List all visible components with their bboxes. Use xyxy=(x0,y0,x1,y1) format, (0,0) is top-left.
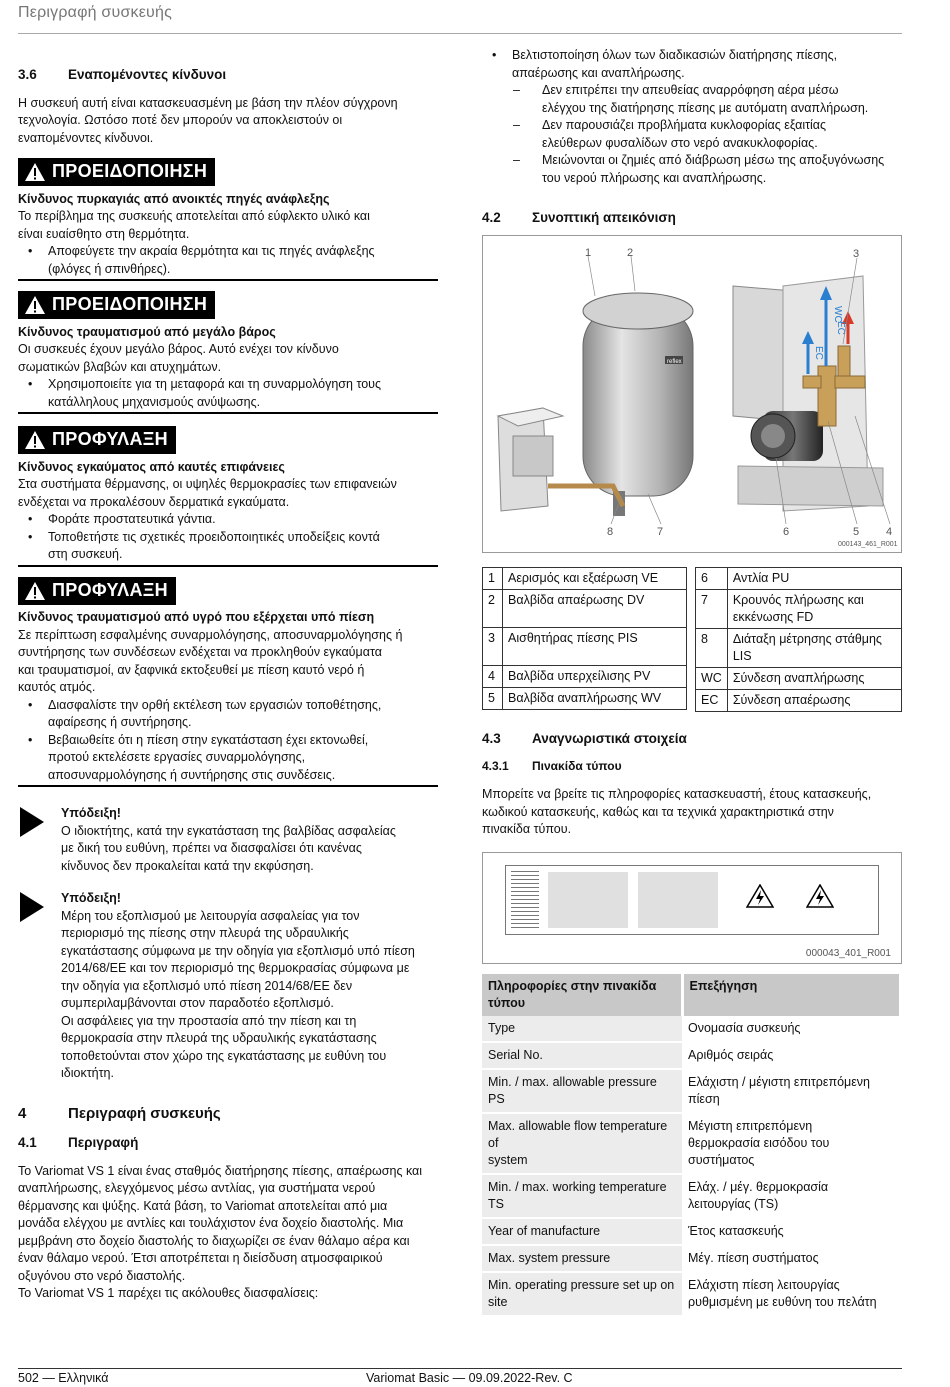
figure-id: 000143_461_R001 xyxy=(838,541,898,548)
warning-triangle-icon xyxy=(24,162,46,182)
type-plate-outline xyxy=(505,865,879,935)
callout-2: 2 xyxy=(627,247,634,259)
variomat-device-illustration xyxy=(483,236,901,552)
callout-4: 4 xyxy=(886,526,893,538)
benefits-list: • Βελτιστοποίηση όλων των διαδικασιών διατήρησης πίεσης, απαέρωσης και αναπλήρωσης. xyxy=(482,47,907,82)
callout-7: 7 xyxy=(657,526,664,538)
column-header: Επεξήγηση xyxy=(682,974,901,1016)
caution-pressure: ΠΡΟΦΥΛΑΞΗ Κίνδυνος τραυματισμού από υγρό που εξέρχεται υπό πίεση Σε περίπτωση εσφαλμένης συναρμολόγησης, αποσυναρμολόγησης ή συντήρησης των συνδέσεων ενδέχεται να προκληθούν εγκαύματα και τραυματισμοί, αν ξαφνικά εκτοξευθεί με πίεση καυτό νερό ή καυτός ατμός. • Διασφαλίστε την ορθή εκτέλεση των εργασιών τοποθέτησης, αφαίρεσης ή συντήρησης. • Βεβαιωθείτε ότι η πίεση στην εγκατάσταση έχει εκτονωθεί, προτού εκτελέσετε εργασίες συναρμολόγησης, αποσυναρμολόγησης ή συντήρησης στις συνδέσεις. xyxy=(18,577,438,788)
warning-label: ΠΡΟΕΙΔΟΠΟΙΗΣΗ xyxy=(18,158,215,186)
warning-title: Κίνδυνος πυρκαγιάς από ανοικτές πηγές ανάφλεξης xyxy=(18,191,330,206)
section-4-3-heading: 4.3 Αναγνωριστικά στοιχεία xyxy=(482,731,687,746)
header-divider xyxy=(18,33,902,34)
table-row: Max. system pressure Μέγ. πίεση συστήματος xyxy=(482,1245,901,1272)
caution-title: Κίνδυνος τραυματισμού από υγρό που εξέρχεται υπό πίεση xyxy=(18,610,375,624)
table-row: Min. operating pressure set up on site Ελάχιστη πίεση λειτουργίας ρυθμισμένη με ευθύνη του πελάτη xyxy=(482,1272,901,1316)
warning-label: ΠΡΟΕΙΔΟΠΟΙΗΣΗ xyxy=(18,291,215,319)
warning-weight: ΠΡΟΕΙΔΟΠΟΙΗΣΗ Κίνδυνος τραυματισμού από μεγάλο βάρος Οι συσκευές έχουν μεγάλο βάρος. Αυτό ενέχει τον κίνδυνο σωματικών βλαβών και ατυχημάτων. • Χρησιμοποιείτε για τη μεταφορά και τη συναρμολόγηση τους κατάλληλους μηχανισμούς ανύψωσης. xyxy=(18,291,438,414)
note-title: Υπόδειξη! xyxy=(61,891,121,905)
callout-8: 8 xyxy=(607,526,614,538)
warning-fire: ΠΡΟΕΙΔΟΠΟΙΗΣΗ Κίνδυνος πυρκαγιάς από ανοικτές πηγές ανάφλεξης Το περίβλημα της συσκευής αποτελείται από εύφλεκτο υλικό και είναι ευαίσθητο στη θερμότητα. • Αποφεύγετε την ακραία θερμότητα και τις πηγές ανάφλεξης (φλόγες ή σπινθήρες). xyxy=(18,158,438,281)
tank-brand-label: reflex xyxy=(667,359,682,365)
warning-triangle-icon xyxy=(24,581,46,601)
table-row: Type Ονομασία συσκευής xyxy=(482,1016,901,1042)
wc-label: WC xyxy=(832,306,843,323)
section-4-1-heading: 4.1 Περιγραφή xyxy=(18,1135,139,1150)
note-pressure-equipment: Υπόδειξη! Μέρη του εξοπλισμού με λειτουργία ασφαλείας για τον περιορισμό της πίεσης στην πλευρά της υδραυλικής εγκατάστασης σύμφωνα με την οδηγία για εξοπλισμό υπό πίεση 2014/68/ΕΕ και τον περιορισμό της θερμοκρασίας σύμφωνα με την οδηγία για εξοπλισμό υπό πίεση 2014/68/ΕΕ δεν συμπεριλαμβάνονται στον παραδοτέο εξοπλισμό. Οι ασφάλειες για την προστασία από την πίεση και τη θερμοκρασία στην πλευρά της υδραυλικής εγκατάστασης τοποθετούνται στον χώρο της εγκατάστασης με ευθύνη του ιδιοκτήτη. xyxy=(18,890,438,1083)
electric-hazard-icon xyxy=(806,884,834,908)
caution-label: ΠΡΟΦΥΛΑΞΗ xyxy=(18,426,176,454)
table-row: Serial No. Αριθμός σειράς xyxy=(482,1042,901,1069)
callout-6: 6 xyxy=(783,526,790,538)
section-3-6-heading: 3.6 Εναπομένοντες κίνδυνοι xyxy=(18,67,227,82)
type-plate-figure xyxy=(482,852,902,964)
parts-table-right: 6 Αντλία PU 7 Κρουνός πλήρωσης και εκκένωσης FD 8 Διάταξη μέτρησης στάθμης LIS WC Σύνδεση αναπλήρωσης EC Σύνδεση απαέρωσης xyxy=(695,567,902,712)
type-plate-field xyxy=(638,872,718,928)
note-title: Υπόδειξη! xyxy=(61,806,121,820)
caution-underline xyxy=(18,785,438,787)
type-plate-stripes xyxy=(511,871,539,931)
footer-document-title: Variomat Basic — 09.09.2022-Rev. C xyxy=(366,1371,573,1385)
warning-underline xyxy=(18,412,438,414)
ec-label-right: EC xyxy=(835,321,846,335)
note-safety-valve: Υπόδειξη! Ο ιδιοκτήτης, κατά την εγκατάσταση της βαλβίδας ασφαλείας με δική του ευθύνη, πρέπει να διασφαλίσει ότι κανένας κίνδυνος δεν προκαλείται κατά την εκφύσηση. xyxy=(18,805,438,875)
callout-5: 5 xyxy=(853,526,860,538)
section-4-2-heading: 4.2 Συνοπτική απεικόνιση xyxy=(482,210,676,225)
footer-divider xyxy=(18,1368,902,1369)
warning-triangle-icon xyxy=(24,430,46,450)
callout-3: 3 xyxy=(853,248,860,260)
column-header: Πληροφορίες στην πινακίδα τύπου xyxy=(482,974,682,1016)
section-4-1-text: Το Variomat VS 1 είναι ένας σταθμός διατήρησης πίεσης, απαέρωσης και αναπλήρωσης, ελεγχόμενος μέσω αντλίας, για συστήματα νερού θέρμανσης και ψύξης. Κατά βάση, το Variomat αποτελείται από μια μονάδα ελέγχου με αντλίες και τουλάχιστον ένα δοχείο διαστολής. Μια μεμβράνη στο δοχείο διαστολής το διαχωρίζει σε έναν θάλαμο αέρα και έναν θάλαμο νερού. Έτσι αποτρέπεται η διείσδυση ατμοσφαιρικού οξυγόνου στο νερό διαστολής. Το Variomat VS 1 παρέχει τις ακόλουθες διασφαλίσεις: xyxy=(18,1163,423,1300)
figure-id: 000043_401_R001 xyxy=(805,948,891,959)
warning-underline xyxy=(18,279,438,281)
device-overview-figure xyxy=(482,235,902,553)
ec-label-left: EC xyxy=(813,346,824,360)
callout-1: 1 xyxy=(585,247,592,259)
table-row: Min. / max. working temperature TS Ελάχ. / μέγ. θερμοκρασία λειτουργίας (TS) xyxy=(482,1174,901,1218)
electric-hazard-icon xyxy=(746,884,774,908)
note-arrow-icon xyxy=(20,807,44,837)
type-plate-field xyxy=(548,872,628,928)
type-plate-info-table xyxy=(482,974,902,1317)
running-header: Περιγραφή συσκευής xyxy=(18,4,173,21)
section-4-3-1-text: Μπορείτε να βρείτε τις πληροφορίες κατασκευαστή, έτους κατασκευής, κωδικού κατασκευής, καθώς και τα τεχνικά χαρακτηριστικά στην πινακίδα τύπου. xyxy=(482,787,872,836)
caution-underline xyxy=(18,565,438,567)
caution-label: ΠΡΟΦΥΛΑΞΗ xyxy=(18,577,176,605)
parts-table-left: 1 Αερισμός και εξαέρωση VE 2 Βαλβίδα απαέρωσης DV 3 Αισθητήρας πίεσης PIS 4 Βαλβίδα υπερχείλισης PV 5 Βαλβίδα αναπλήρωσης WV xyxy=(482,567,687,710)
note-arrow-icon xyxy=(20,892,44,922)
section-3-6-intro: Η συσκευή αυτή είναι κατασκευασμένη με βάση την πλέον σύγχρονη τεχνολογία. Ωστόσο ποτέ δεν μπορούν να αποκλειστούν οι εναπομένοντες κίνδυνοι. xyxy=(18,95,398,145)
table-row: Max. allowable flow temperature of system Μέγιστη επιτρεπόμενη θερμοκρασία εισόδου του συστήματος xyxy=(482,1113,901,1174)
caution-title: Κίνδυνος εγκαύματος από καυτές επιφάνειες xyxy=(18,459,285,474)
section-4-3-1-heading: 4.3.1 Πινακίδα τύπου xyxy=(482,759,622,773)
table-row: Year of manufacture Έτος κατασκευής xyxy=(482,1218,901,1245)
warning-triangle-icon xyxy=(24,295,46,315)
section-4-heading: 4 Περιγραφή συσκευής xyxy=(18,1104,221,1122)
right-column: • Βελτιστοποίηση όλων των διαδικασιών διατήρησης πίεσης, απαέρωσης και αναπλήρωσης. – Δεν επιτρέπει την απευθείας αναρρόφηση αέρα μέσω ελέγχου της διατήρησης πίεσης με αυτόματη αναπλήρωση. – Δεν παρουσιάζει προβλήματα κυκλοφορίας εξαιτίας ελεύθερων φυσαλίδων στο νερό ανακυκλοφορίας. – Μειώνονται οι ζημιές από διάβρωση μέσω της αποξυγόνωσης του νερού πλήρωσης και αναπλήρωσης. 4.2 Συνοπτική απεικόνιση xyxy=(482,47,907,227)
caution-burn: ΠΡΟΦΥΛΑΞΗ Κίνδυνος εγκαύματος από καυτές επιφάνειες Στα συστήματα θέρμανσης, οι υψηλές θερμοκρασίες των επιφανειών ενδέχεται να προκαλέσουν δερματικά εγκαύματα. • Φοράτε προστατευτικά γάντια. • Τοποθετήστε τις σχετικές προειδοποιητικές υποδείξεις κοντά στη συσκευή. xyxy=(18,426,438,567)
table-row: Min. / max. allowable pressure PS Ελάχιστη / μέγιστη επιτρεπόμενη πίεση xyxy=(482,1069,901,1113)
footer-page-number: 502 — Ελληνικά xyxy=(18,1371,109,1385)
left-column xyxy=(18,66,438,1303)
warning-title: Κίνδυνος τραυματισμού από μεγάλο βάρος xyxy=(18,324,276,339)
